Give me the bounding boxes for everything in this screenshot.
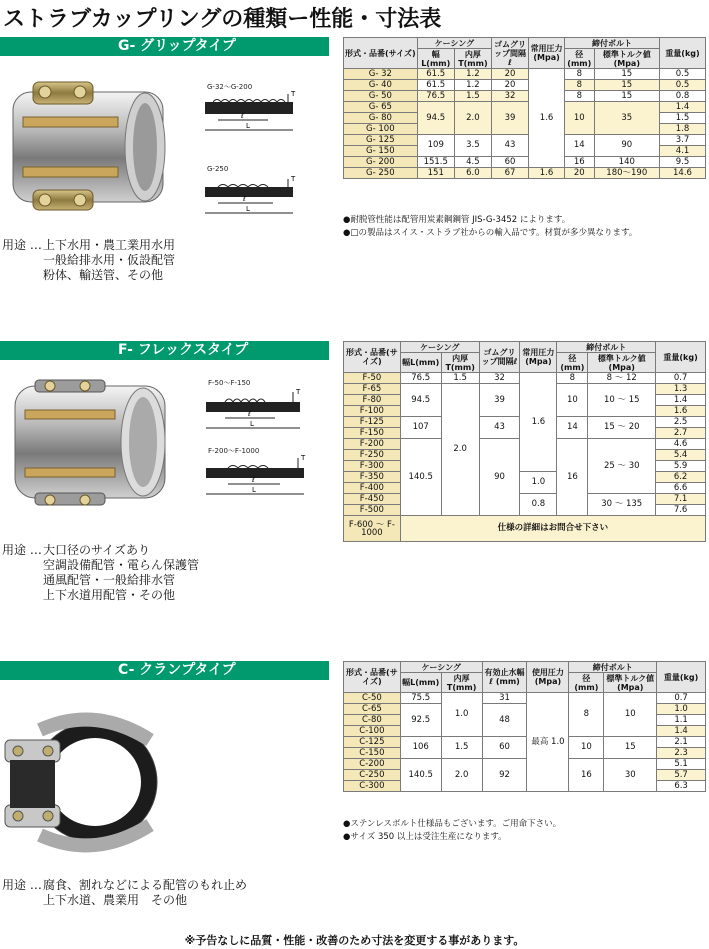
grip-profile-top-svg <box>193 90 308 145</box>
col-header-thick: 内厚T(mm) <box>441 353 479 373</box>
cell-stop-width: 92 <box>482 759 527 792</box>
cell-weight: 1.0 <box>657 704 706 715</box>
table-row <box>344 157 706 168</box>
cell-model: G- 80 <box>344 113 418 124</box>
grip-profile-bottom-svg <box>193 173 308 228</box>
svg-text:ℓ: ℓ <box>241 112 244 120</box>
col-header-weight: 重量(kg) <box>659 38 705 69</box>
cell-weight: 1.1 <box>657 715 706 726</box>
cell-weight: 1.8 <box>659 124 705 135</box>
grip-usage-line: 上下水用・農工業用水用 <box>43 238 176 252</box>
cell-dia: 8 <box>565 91 595 102</box>
flex-coupling-photo <box>5 368 175 516</box>
cell-width: 61.5 <box>417 69 454 80</box>
clamp-usage-line: 腐食、割れなどによる配管のもれ止め <box>43 878 248 892</box>
cell-weight: 2.1 <box>657 737 706 748</box>
cell-model: F-350 <box>344 472 401 483</box>
cell-weight: 7.6 <box>656 505 706 516</box>
svg-text:ℓ: ℓ <box>243 195 246 203</box>
cell-width: 92.5 <box>400 704 441 737</box>
cell-model: C-80 <box>344 715 401 726</box>
cell-weight: 2.5 <box>656 417 706 428</box>
clamp-usage <box>2 878 342 910</box>
cell-model: C-100 <box>344 726 401 737</box>
clamp-notes <box>343 818 561 844</box>
svg-text:ℓ: ℓ <box>252 476 255 484</box>
cell-model: G- 125 <box>344 135 418 146</box>
cell-torque: 10 ～ 15 <box>588 384 656 417</box>
cell-weight: 5.7 <box>657 770 706 781</box>
flex-usage-label: 用途 … <box>2 543 42 557</box>
cell-thick: 6.0 <box>454 168 491 179</box>
col-header-weight: 重量(kg) <box>656 342 706 373</box>
cell-weight: 3.7 <box>659 135 705 146</box>
cell-rubber: 32 <box>492 91 529 102</box>
note-line: ●ステンレスボルト仕様品もございます。ご用命下さい。 <box>343 819 562 829</box>
cell-pressure: 1.6 <box>520 373 557 472</box>
cell-rubber: 20 <box>492 69 529 80</box>
cell-dia: 8 <box>565 69 595 80</box>
cell-pressure: 0.8 <box>520 494 557 516</box>
cell-model: F-150 <box>344 428 401 439</box>
table-row <box>344 135 706 146</box>
col-header-thick: 内厚T(mm) <box>454 49 491 69</box>
cell-weight: 5.9 <box>656 461 706 472</box>
cell-torque: 15 ～ 20 <box>588 417 656 439</box>
flex-diagram-top-label: F-50～F-150 <box>208 379 251 387</box>
cell-width: 107 <box>400 417 441 439</box>
footer-note: ※予告なしに品質・性能・改善のため寸法を変更する事があります。 <box>184 934 525 947</box>
col-header-casing: ケーシング <box>400 662 482 673</box>
svg-text:L: L <box>246 122 250 130</box>
cell-weight: 7.1 <box>656 494 706 505</box>
cell-pressure: 最高 1.0 <box>527 693 569 792</box>
cell-model: G- 40 <box>344 80 418 91</box>
cell-pressure: 1.6 <box>529 69 565 168</box>
svg-text:T: T <box>291 175 296 183</box>
cell-weight: 4.6 <box>656 439 706 450</box>
cell-torque: 15 <box>604 737 657 759</box>
cell-width: 61.5 <box>417 80 454 91</box>
cell-dia: 8 <box>557 373 588 384</box>
cell-model: G- 50 <box>344 91 418 102</box>
cell-weight: 6.2 <box>656 472 706 483</box>
cell-model: C-50 <box>344 693 401 704</box>
cell-torque: 35 <box>594 102 659 135</box>
cell-rubber: 20 <box>492 80 529 91</box>
cell-weight: 9.5 <box>659 157 705 168</box>
cell-weight: 1.4 <box>657 726 706 737</box>
cell-weight: 0.7 <box>657 693 706 704</box>
col-header-rubber: ゴムグリップ間隔ℓ <box>492 38 529 69</box>
flex-usage-line: 上下水道用配管・その他 <box>43 588 176 602</box>
cell-thick: 1.2 <box>454 69 491 80</box>
cell-weight: 1.4 <box>659 102 705 113</box>
table-row <box>344 91 706 102</box>
table-row <box>344 102 706 113</box>
cell-pressure: 1.6 <box>529 168 565 179</box>
table-row <box>344 69 706 80</box>
note-line: ●□の製品はスイス・ストラブ社からの輸入品です。材質が多少異なります。 <box>343 228 638 238</box>
note-line: ●耐脱管性能は配管用炭素鋼鋼管 JIS-G-3452 によります。 <box>343 215 571 225</box>
clamp-usage-line: 上下水道、農業用 その他 <box>43 893 188 907</box>
svg-text:L: L <box>246 205 250 213</box>
col-header-pressure: 使用圧力(Mpa) <box>527 662 569 693</box>
cell-model: G- 65 <box>344 102 418 113</box>
clamp-type-bar: C- クランプタイプ <box>0 661 329 680</box>
grip-usage <box>2 238 322 286</box>
col-header-dia: 径(mm) <box>569 673 604 693</box>
svg-text:T: T <box>291 90 296 98</box>
col-header-rubber: ゴムグリップ間隔ℓ <box>479 342 520 373</box>
flex-usage-line: 通風配管・一般給排水管 <box>43 573 176 587</box>
svg-text:T: T <box>296 388 301 396</box>
cell-model: F-500 <box>344 505 401 516</box>
col-header-bolt: 締付ボルト <box>569 662 657 673</box>
cell-torque: 15 <box>594 91 659 102</box>
cell-model: C-200 <box>344 759 401 770</box>
grip-diagram-bottom-label: G-250 <box>207 165 229 173</box>
cell-thick: 1.0 <box>441 693 482 737</box>
grip-type-bar: G- グリップタイプ <box>0 37 329 56</box>
table-row <box>344 693 706 704</box>
cell-torque: 30 <box>604 759 657 792</box>
cell-model: C-125 <box>344 737 401 748</box>
col-header-width: 幅L(mm) <box>417 49 454 69</box>
cell-weight: 2.7 <box>656 428 706 439</box>
col-header-bolt: 締付ボルト <box>565 38 660 49</box>
col-header-torque: 標準トルク値(Mpa) <box>604 673 657 693</box>
col-header-weight: 重量(kg) <box>657 662 706 693</box>
cell-torque: 140 <box>594 157 659 168</box>
cell-weight: 5.4 <box>656 450 706 461</box>
cell-weight: 0.8 <box>659 91 705 102</box>
flex-profile-top-svg <box>200 386 315 441</box>
grip-usage-line: 粉体、輸送管、その他 <box>43 268 164 282</box>
cell-thick: 1.5 <box>441 737 482 759</box>
cell-weight: 1.3 <box>656 384 706 395</box>
table-row <box>344 759 706 770</box>
cell-weight: 6.3 <box>657 781 706 792</box>
cell-thick: 2.0 <box>454 102 491 135</box>
cell-dia: 16 <box>569 759 604 792</box>
col-header-width: 幅L(mm) <box>400 673 441 693</box>
table-row <box>344 168 706 179</box>
clamp-usage-label: 用途 … <box>2 878 42 892</box>
cell-model: F-125 <box>344 417 401 428</box>
cell-model: F-300 <box>344 461 401 472</box>
cell-rubber: 39 <box>479 384 520 417</box>
col-header-torque: 標準トルク値(Mpa) <box>594 49 659 69</box>
cell-torque: 30 ～ 135 <box>588 494 656 516</box>
cell-dia: 20 <box>565 168 595 179</box>
grip-usage-line: 一般給排水用・仮設配管 <box>43 253 176 267</box>
svg-text:L: L <box>252 486 256 494</box>
cell-width: 106 <box>400 737 441 759</box>
cell-weight: 1.5 <box>659 113 705 124</box>
col-header-model: 形式・品番(サイズ) <box>344 662 401 693</box>
flex-spec-table <box>343 341 706 542</box>
cell-dia: 8 <box>565 80 595 91</box>
cell-torque: 15 <box>594 80 659 91</box>
cell-width: 151.5 <box>417 157 454 168</box>
cell-model: F-450 <box>344 494 401 505</box>
cell-model: F-100 <box>344 406 401 417</box>
svg-text:T: T <box>301 454 306 462</box>
cell-weight: 6.6 <box>656 483 706 494</box>
grip-spec-table <box>343 37 706 179</box>
cell-model: G- 100 <box>344 124 418 135</box>
cell-width: 151 <box>417 168 454 179</box>
cell-weight: 0.5 <box>659 80 705 91</box>
table-row <box>344 737 706 748</box>
cell-rubber: 60 <box>492 157 529 168</box>
cell-width: 140.5 <box>400 439 441 516</box>
col-header-casing: ケーシング <box>417 38 491 49</box>
cell-model: C-150 <box>344 748 401 759</box>
cell-weight: 5.1 <box>657 759 706 770</box>
svg-text:L: L <box>250 420 254 428</box>
cell-thick: 2.0 <box>441 384 479 516</box>
cell-stop-width: 31 <box>482 693 527 704</box>
cell-width: 140.5 <box>400 759 441 792</box>
cell-rubber: 90 <box>479 439 520 516</box>
flex-usage <box>2 543 322 605</box>
cell-torque: 10 <box>604 693 657 737</box>
cell-dia: 14 <box>557 417 588 439</box>
cell-torque: 180～190 <box>594 168 659 179</box>
cell-stop-width: 48 <box>482 704 527 737</box>
cell-model: F-600 〜 F-1000 <box>344 516 401 542</box>
cell-rubber: 32 <box>479 373 520 384</box>
cell-model: C-300 <box>344 781 401 792</box>
clamp-coupling-photo <box>0 710 165 855</box>
cell-weight: 14.6 <box>659 168 705 179</box>
cell-dia: 10 <box>565 102 595 135</box>
cell-rubber: 43 <box>479 417 520 439</box>
cell-model: F-80 <box>344 395 401 406</box>
flex-usage-line: 大口径のサイズあり <box>43 543 151 557</box>
cell-rubber: 43 <box>492 135 529 157</box>
cell-model: G- 200 <box>344 157 418 168</box>
cell-width: 94.5 <box>400 384 441 417</box>
col-header-dia: 径(mm) <box>565 49 595 69</box>
cell-model: G- 250 <box>344 168 418 179</box>
cell-torque: 25 ～ 30 <box>588 439 656 494</box>
cell-thick: 1.5 <box>441 373 479 384</box>
cell-dia: 14 <box>565 135 595 157</box>
grip-coupling-photo <box>5 62 175 222</box>
page-title: ストラブカップリングの種類ー性能・寸法表 <box>3 7 442 32</box>
cell-rubber: 67 <box>492 168 529 179</box>
clamp-spec-table <box>343 661 706 792</box>
cell-thick: 3.5 <box>454 135 491 157</box>
col-header-width: 幅L(mm) <box>400 353 441 373</box>
col-header-pressure: 常用圧力(Mpa) <box>520 342 557 373</box>
cell-thick: 2.0 <box>441 759 482 792</box>
col-header-model: 形式・品番(サイズ) <box>344 342 401 373</box>
cell-model: F-200 <box>344 439 401 450</box>
cell-torque: 90 <box>594 135 659 157</box>
flex-usage-line: 空調設備配管・電らん保護管 <box>43 558 200 572</box>
grip-notes <box>343 214 637 240</box>
cell-width: 76.5 <box>400 373 441 384</box>
cell-model: F-65 <box>344 384 401 395</box>
cell-thick: 4.5 <box>454 157 491 168</box>
cell-dia: 8 <box>569 693 604 737</box>
cell-model: C-250 <box>344 770 401 781</box>
cell-weight: 1.6 <box>656 406 706 417</box>
col-header-torque: 標準トルク値(Mpa) <box>588 353 656 373</box>
cell-width: 94.5 <box>417 102 454 135</box>
cell-width: 75.5 <box>400 693 441 704</box>
flex-diagram-bottom-label: F-200～F-1000 <box>208 447 260 455</box>
cell-dia: 16 <box>557 439 588 516</box>
cell-model: F-50 <box>344 373 401 384</box>
cell-stop-width: 60 <box>482 737 527 759</box>
col-header-thick: 内厚T(mm) <box>441 673 482 693</box>
cell-dia: 10 <box>557 384 588 417</box>
cell-torque: 15 <box>594 69 659 80</box>
cell-pressure: 1.0 <box>520 472 557 494</box>
col-header-pressure: 常用圧力(Mpa) <box>529 38 565 69</box>
grip-diagram-top-label: G-32～G-200 <box>207 83 253 91</box>
cell-weight: 1.4 <box>656 395 706 406</box>
cell-model: G- 150 <box>344 146 418 157</box>
col-header-casing: ケーシング <box>400 342 479 353</box>
cell-rubber: 39 <box>492 102 529 135</box>
table-row <box>344 494 706 505</box>
cell-width: 76.5 <box>417 91 454 102</box>
cell-thick: 1.5 <box>454 91 491 102</box>
cell-model: C-65 <box>344 704 401 715</box>
cell-torque: 8 ～ 12 <box>588 373 656 384</box>
flex-type-bar: F- フレックスタイプ <box>0 341 329 360</box>
cell-model: F-400 <box>344 483 401 494</box>
cell-thick: 1.2 <box>454 80 491 91</box>
cell-dia: 10 <box>569 737 604 759</box>
cell-model: G- 32 <box>344 69 418 80</box>
cell-model: F-250 <box>344 450 401 461</box>
svg-text:ℓ: ℓ <box>248 410 251 418</box>
col-header-stop-width: 有効止水幅ℓ (mm) <box>482 662 527 693</box>
grip-usage-label: 用途 … <box>2 238 42 252</box>
table-row <box>344 516 706 542</box>
table-row <box>344 373 706 384</box>
note-line: ●サイズ 350 以上は受注生産になります。 <box>343 832 507 842</box>
inquiry-note: 仕様の詳細はお問合せ下さい <box>400 516 705 542</box>
cell-width: 109 <box>417 135 454 157</box>
cell-weight: 0.7 <box>656 373 706 384</box>
cell-weight: 2.3 <box>657 748 706 759</box>
col-header-bolt: 締付ボルト <box>557 342 656 353</box>
cell-dia: 16 <box>565 157 595 168</box>
cell-weight: 0.5 <box>659 69 705 80</box>
flex-profile-bottom-svg <box>200 454 315 509</box>
col-header-dia: 径(mm) <box>557 353 588 373</box>
table-row <box>344 80 706 91</box>
cell-weight: 4.1 <box>659 146 705 157</box>
col-header-model: 形式・品番(サイズ) <box>344 38 418 69</box>
